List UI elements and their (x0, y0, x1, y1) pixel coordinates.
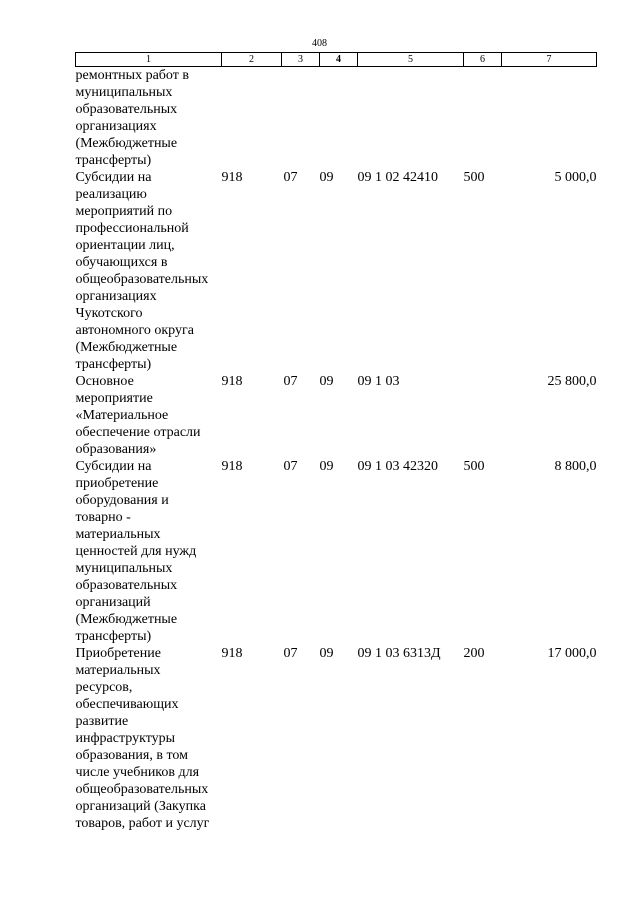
budget-table (75, 52, 597, 832)
row-ministry-code: 918 (221, 459, 243, 474)
row-expense-type: 200 (463, 646, 485, 661)
header-col-6: 6 (464, 53, 502, 67)
row-amount: 25 800,0 (547, 374, 597, 389)
row-subsection (320, 67, 358, 170)
row-subsection: 09 (319, 646, 334, 661)
row-target-article: 09 1 03 6313Д (357, 646, 441, 661)
table-row (76, 169, 597, 373)
table-row (76, 458, 597, 645)
table-row (76, 645, 597, 832)
row-name: Основное мероприятие «Материальное обеспечение отрасли образования» (75, 374, 201, 457)
row-section: 07 (283, 646, 298, 661)
row-ministry-code (222, 67, 282, 170)
row-name: Субсидии на приобретение оборудования и товарно - материальных ценностей для нужд муниципальных образовательных организаций (Межбюджетные трансферты) (75, 459, 197, 644)
row-section (282, 67, 320, 170)
page-number: 408 (312, 38, 327, 49)
row-target-article: 09 1 03 42320 (357, 459, 438, 474)
row-target-article: 09 1 02 42410 (357, 170, 438, 185)
row-expense-type: 500 (463, 170, 485, 185)
row-name: Субсидии на реализацию мероприятий по профессиональной ориентации лиц, обучающихся в общеобразовательных организациях Чукотского автономного округа (Межбюджетные трансферты) (75, 170, 209, 372)
table-row (76, 373, 597, 458)
row-ministry-code: 918 (221, 646, 243, 661)
row-subsection: 09 (319, 170, 334, 185)
row-target-article: 09 1 03 (357, 374, 400, 389)
header-col-4: 4 (320, 53, 358, 67)
table-row (76, 67, 597, 170)
row-expense-type (464, 373, 502, 458)
row-amount: 8 800,0 (554, 459, 597, 474)
header-col-1: 1 (76, 53, 222, 67)
row-section: 07 (283, 374, 298, 389)
row-name: ремонтных работ в муниципальных образовательных организациях (Межбюджетные трансферты) (75, 68, 189, 168)
row-ministry-code: 918 (221, 170, 243, 185)
header-col-3: 3 (282, 53, 320, 67)
row-amount: 17 000,0 (547, 646, 597, 661)
row-amount: 5 000,0 (554, 170, 597, 185)
row-expense-type: 500 (463, 459, 485, 474)
row-amount (502, 67, 597, 170)
row-subsection: 09 (319, 374, 334, 389)
row-section: 07 (283, 170, 298, 185)
header-row (76, 53, 597, 67)
row-ministry-code: 918 (221, 374, 243, 389)
row-expense-type (464, 67, 502, 170)
header-col-2: 2 (222, 53, 282, 67)
header-col-5: 5 (358, 53, 464, 67)
row-name: Приобретение материальных ресурсов, обеспечивающих развитие инфраструктуры образования, в том числе учебников для общеобразовательных организаций (Закупка товаров, работ и услуг (75, 646, 210, 831)
header-col-7: 7 (502, 53, 597, 67)
row-target-article (358, 67, 464, 170)
row-subsection: 09 (319, 459, 334, 474)
row-section: 07 (283, 459, 298, 474)
